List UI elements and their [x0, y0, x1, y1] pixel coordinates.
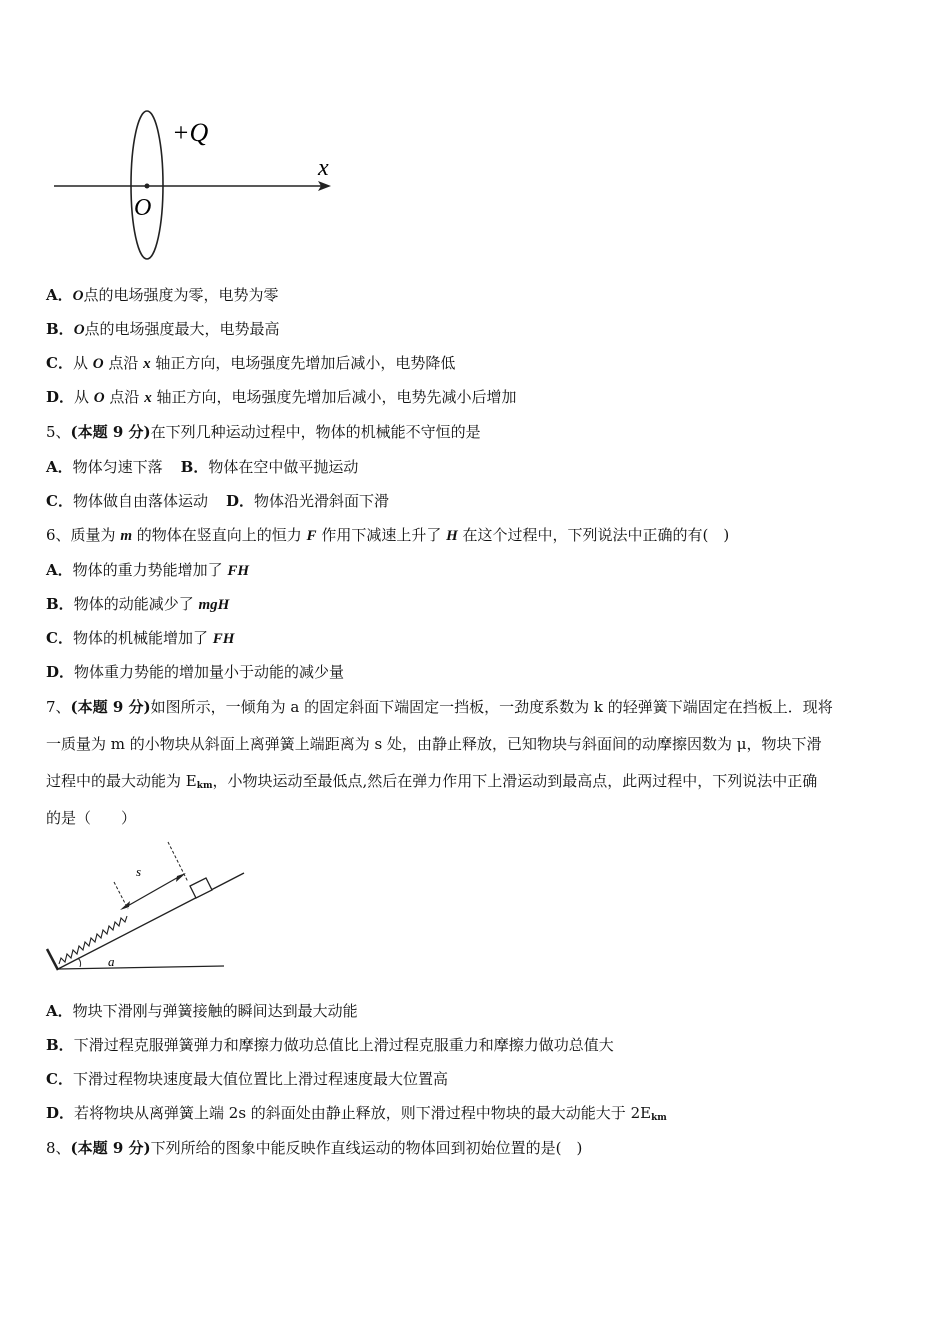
option-text: 轴正方向，电场强度先增加后减小，电势降低 — [150, 354, 456, 372]
ring-charge-figure — [50, 105, 350, 265]
charge-label: +Q — [172, 118, 209, 147]
q7-option-d — [46, 1103, 667, 1128]
question-number: 6、 — [46, 526, 71, 544]
option-text: 物体的机械能增加了 — [72, 629, 213, 647]
question-number: 8、 — [46, 1139, 71, 1157]
symbol-m: m — [120, 528, 132, 544]
symbol-o: O — [73, 322, 85, 338]
q4-option-a — [46, 285, 279, 306]
option-label: B． — [46, 320, 74, 338]
option-text-pre: 从 — [72, 354, 93, 372]
angle-label: a — [108, 954, 115, 969]
q5-options-ab — [46, 457, 358, 477]
option-text-pre: 从 — [74, 388, 94, 406]
q5-options-cd — [46, 491, 389, 511]
question-text: 一质量为 m 的小物块从斜面上离弹簧上端距离为 s 处，由静止释放，已知物块与斜面间的动摩擦因数为 μ，物块下滑 — [46, 735, 822, 753]
option-label: B． — [46, 1036, 74, 1054]
symbol-o: O — [72, 288, 84, 304]
question-text: 在这个过程中，下列说法中正确的有( ) — [457, 526, 730, 544]
question-text: 质量为 — [70, 526, 121, 544]
q7-stem-line-4 — [46, 808, 136, 828]
option-text: 物体在空中做平抛运动 — [208, 458, 359, 476]
axis-label: x — [318, 155, 329, 181]
option-text-mid: 点沿 — [103, 354, 144, 372]
option-label: A． — [46, 561, 73, 579]
symbol-h: H — [446, 528, 458, 544]
block — [190, 878, 212, 898]
q8-stem — [46, 1138, 582, 1158]
option-label: D． — [46, 388, 75, 406]
option-label: D． — [225, 492, 254, 510]
angle-arc — [78, 958, 81, 967]
q7-stem-line-1 — [46, 697, 833, 717]
option-text: 物体做自由落体运动 — [72, 492, 208, 510]
q7-stem-line-2 — [46, 734, 822, 754]
question-text: 在下列几种运动过程中，物体的机械能不守恒的是 — [150, 423, 481, 441]
question-number: 7、 — [46, 698, 71, 716]
q7-stem-line-3 — [46, 771, 817, 796]
question-points: (本题 9 分) — [70, 1139, 151, 1157]
q6-option-b — [46, 594, 229, 615]
origin-label: O — [134, 195, 152, 221]
symbol-fh: FH — [227, 563, 250, 579]
incline-spring-figure — [44, 838, 249, 978]
option-text: 物体的动能减少了 — [73, 595, 199, 613]
question-text: 的是（ ） — [46, 809, 137, 827]
option-label: A． — [46, 286, 73, 304]
q7-option-c — [46, 1069, 448, 1089]
question-points: (本题 9 分) — [70, 423, 151, 441]
ground-line — [58, 966, 224, 969]
q6-option-a — [46, 560, 249, 581]
symbol-mgh: mgH — [198, 597, 230, 613]
question-text: 如图所示，一倾角为 a 的固定斜面下端固定一挡板，一劲度系数为 k 的轻弹簧下端固定在挡板上．现将 — [150, 698, 833, 716]
option-text: 物体沿光滑斜面下滑 — [253, 492, 389, 510]
distance-arrow-head-1 — [120, 901, 130, 910]
question-text: 过程中的最大动能为 E — [46, 772, 197, 790]
option-label: D． — [46, 1104, 75, 1122]
q4-option-b — [46, 319, 280, 340]
symbol-o: O — [92, 356, 104, 372]
symbol-f: F — [306, 528, 317, 544]
option-text: 物体的重力势能增加了 — [72, 561, 228, 579]
option-text: 点的电场强度为零，电势为零 — [83, 286, 279, 304]
option-text-mid: 点沿 — [104, 388, 145, 406]
question-number: 5、 — [46, 423, 71, 441]
incline-surface — [58, 873, 244, 969]
symbol-fh: FH — [212, 631, 235, 647]
option-text: 物块下滑刚与弹簧接触的瞬间达到最大动能 — [72, 1002, 358, 1020]
distance-arrow-head-2 — [176, 873, 186, 882]
question-text: 下列所给的图象中能反映作直线运动的物体回到初始位置的是( ) — [150, 1139, 583, 1157]
origin-point — [145, 184, 150, 189]
q4-option-d — [46, 387, 516, 408]
distance-label: s — [136, 864, 142, 879]
question-text: 的物体在竖直向上的恒力 — [132, 526, 307, 544]
option-text: 点的电场强度最大，电势最高 — [84, 320, 280, 338]
q6-stem — [46, 525, 729, 546]
q6-option-d — [46, 662, 344, 682]
end-plate — [47, 949, 58, 970]
subscript-km: km — [196, 781, 213, 791]
q4-option-c — [46, 353, 455, 374]
option-label: D． — [46, 663, 75, 681]
option-label: C． — [46, 354, 73, 372]
option-label: B． — [180, 458, 209, 476]
option-label: B． — [46, 595, 74, 613]
q6-option-c — [46, 628, 234, 649]
option-text: 轴正方向，电场强度先增加后减小，电势先减小后增加 — [151, 388, 517, 406]
question-text: ，小物块运动至最低点,然后在弹力作用下上滑运动到最高点，此两过程中，下列说法中正确 — [212, 772, 818, 790]
option-text: 下滑过程物块速度最大值位置比上滑过程速度最大位置高 — [72, 1070, 448, 1088]
option-label: C． — [46, 629, 73, 647]
option-label: C． — [46, 492, 73, 510]
option-text: 物体匀速下落 — [72, 458, 163, 476]
q7-option-a — [46, 1001, 358, 1021]
symbol-x: x — [143, 356, 151, 372]
distance-arrow-shaft — [124, 875, 182, 908]
option-label: A． — [46, 458, 73, 476]
q5-stem — [46, 422, 481, 442]
question-text: 作用下减速上升了 — [316, 526, 447, 544]
spring — [59, 916, 127, 964]
symbol-o: O — [93, 390, 105, 406]
q7-option-b — [46, 1035, 614, 1055]
option-text: 下滑过程克服弹簧弹力和摩擦力做功总值比上滑过程克服重力和摩擦力做功总值大 — [73, 1036, 614, 1054]
subscript-km: km — [651, 1113, 667, 1123]
question-points: (本题 9 分) — [70, 698, 151, 716]
option-text: 若将物块从离弹簧上端 2s 的斜面处由静止释放，则下滑过程中物块的最大动能大于 2E — [74, 1104, 652, 1122]
option-label: A． — [46, 1002, 73, 1020]
symbol-x: x — [144, 390, 152, 406]
option-text: 物体重力势能的增加量小于动能的减少量 — [74, 663, 345, 681]
option-label: C． — [46, 1070, 73, 1088]
